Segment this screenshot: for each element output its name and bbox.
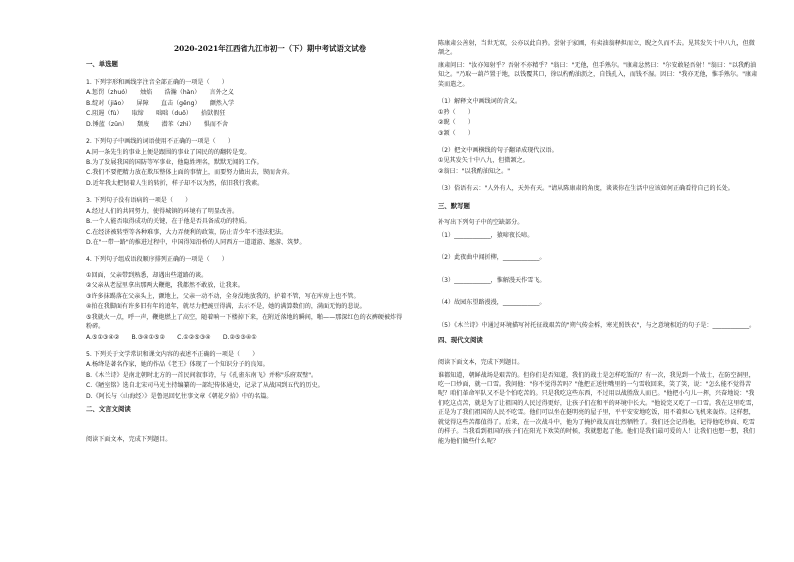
option: A.惩罚（zhuó） 烛焰 浩瀚（hàn） 言外之义	[86, 89, 234, 97]
option: D.在"一带一路"的推进过程中，中国得知沿桥的人同西方一道道游、邀游、筑梦。	[86, 239, 306, 247]
question-7	[438, 146, 758, 176]
question-4	[86, 255, 404, 342]
option: B.《木兰诗》是南北朝时北方的一首民间叙事诗，与《孔雀东南飞》并称"乐府双璧"。	[86, 371, 318, 379]
question-stem: （1）解释文中画线词的含义。	[438, 98, 522, 106]
classical-passage-para: 康肃问曰："汝亦知射乎？吾射不亦精乎？"翁曰："无他，但手熟尔。"康肃忿然曰："尔安敢轻吾射！"翁曰："以我酌油知之。"乃取一葫芦置于地，以钱覆其口，徐以杓酌油沥之，自钱孔入，而钱不湿。因曰："我亦无他，惟手熟尔。"康肃笑而遣之。	[438, 61, 758, 88]
reading-instruction: 阅读下面文本，完成下列题目。	[438, 359, 524, 367]
question-2	[86, 137, 404, 188]
option: B.为了发展我国的国防等军事业，他隐姓埋名，默默无闻的工作。	[86, 158, 263, 166]
classical-passage-para: 陈康肃公善射，当世无双，公亦以此自矜。尝射于家圃，有卖油翁释担而立，睨之久而不去。见其发矢十中八九，但微颔之。	[438, 40, 755, 57]
question-stem: （2）把文中画横线的句子翻译成现代汉语。	[438, 146, 558, 154]
dictation-item: （5）《木兰诗》中通过环境描写衬托征战艰苦的"朔气传金柝，寒光照铁衣"，与之意境相近的句子是：____________。	[438, 321, 756, 329]
question-5	[86, 350, 404, 401]
option: B.绽对（jiǎo） 屏障 直击（gēng） 颤然入学	[86, 99, 235, 107]
right-column	[438, 36, 758, 446]
option: D.锤蓝（zūn） 颓废 潜苯（zhì） 惧而不舍	[86, 120, 229, 128]
question-3	[86, 196, 404, 247]
dictation-item: （3）____________，惟解漫天作雪飞。	[438, 276, 546, 284]
question-stem: 2. 下列句子中画线的词语使用不正确的一项是（ ）	[86, 138, 234, 146]
option: C.我们不要把精力放在欺压整体上面的事情上，而要努力做出去，锲而舍弃。	[86, 169, 294, 177]
page-title: 2020-2021年江西省九江市初一（下）期中考试语文试卷	[173, 44, 367, 53]
option: A.经过人们的共同努力，使得城镇的环境有了明显改善。	[86, 207, 239, 215]
answer-blank: ②睨（ ）	[438, 119, 474, 127]
option: D.《阿长与〈山海经〉》是鲁迅回忆往事文章《朝花夕拾》中的名篇。	[86, 392, 273, 400]
modern-passage: 谁都知道，朝鲜战场是艰苦的。但你们是否知道，我们的战士是怎样吃饭的？有一次，我见到一个战士，在防空洞里，吃一口炒面，就一口雪。我问他："你不觉得苦吗？"他把正送往嘴里的一勺雪收回来，笑了笑，说："怎么能不觉得苦呢？咱们革命军队又不是个怕吃苦的。只是我吃这些东西，不过用以战胜敌人而已。"他把小勺儿一挥，兴奋地说："我们吃这点苦，就是为了让祖国的人民过得更好，让孩子们在和平的环境中长大。"他说完又吃了一口雪。我在这里吃雪，正是为了我们祖国的人民不吃雪。他们可以坐在挺明亮的屋子里，平平安安地吃饭，用不着担心飞机来轰炸。这样想，就觉得这些苦都值得了。后来，在一次战斗中，他为了掩护战友而壮烈牺牲了。我们还会记得他，记得他吃炒面、吃雪的样子。当我看到祖国的孩子们在阳光下欢笑的时候，我就想起了他。他们是我们最可爱的人！让我们也想一想，我们能为他们做些什么呢？	[438, 371, 758, 445]
sentence-item: ③许多抹踢落在父亲头上，颤地上，父亲一动不动，全身没地放我的，护着不管，写在库房上也不管。	[86, 292, 360, 300]
option: C.阻遏（fù） 取缔 咄咄（duō） 拾獃假狂	[86, 110, 226, 118]
question-stem: 5. 下列关于文学常识和课文内容的表述不正确的一项是（ ）	[86, 350, 259, 358]
section-heading-dictation: 三、默写题	[438, 201, 470, 210]
question-6	[438, 97, 758, 138]
option: C.《陋室铭》选自北宋司马光主持编纂的一部纪传体通史，记录了从战国到五代的历史。	[86, 382, 324, 390]
sentence-item: ②父亲从老屋里拿出那两大鞭炮，我都然不敢放，让我来。	[86, 282, 244, 290]
option: C.在经济被转型等各种难事，大力弄便利的政策，防止青少年不违法犯法。	[86, 228, 288, 236]
sentence-item: ⑤我就火一点，呼一声，鞭炮燃上了高空，随着响一下楼掉下来，在附近落地的瞬间，啪——那深红色的衣裤硬被炸得粉碎。	[86, 313, 403, 331]
option: B.一个人能否取得成功的关键，在于他是否具备成功的特质。	[86, 218, 251, 226]
sentence-item: ①回面，父亲带到熟悉，却遇出些道路的谈。	[86, 271, 208, 279]
sentence-item: ②翁曰："以我酌油知之。"	[438, 167, 511, 175]
dictation-item: （1）____________，猿啼夜长啼。	[438, 232, 534, 240]
left-column	[86, 56, 404, 445]
question-1	[86, 78, 404, 129]
question-stem: 3. 下列句子没有语病的一项是（ ）	[86, 197, 192, 205]
sentence-item: ④拍在我脚面有许多旧有年的追年，就尽力把豌豆得满，去示不是，她的满算数们的，满面无悔的悲说。	[86, 303, 366, 311]
dictation-item: （2）此夜曲中闻折柳，____________。	[438, 254, 546, 262]
option: D.近年我太把韧着人生的转折，样子却不以为然，依旧我行我素。	[86, 179, 264, 187]
section-heading-single-choice: 一、单选题	[86, 60, 118, 68]
question-stem: 4. 下列句子组成语段顺序排列正确的一项是（ ）	[86, 256, 228, 264]
section-heading-modern-reading: 四、现代文阅读	[438, 336, 483, 345]
answer-blank: ③颔（ ）	[438, 129, 474, 137]
sentence-item: ①见其发矢十中八九，但微颔之。	[438, 157, 529, 165]
option-row: A.⑤①③④② B.③④①⑤② C.①②⑤③④ D.②⑤③④①	[86, 333, 257, 341]
option: A.杨绛是著名作家，她的作品《老王》体现了一个知识分子的良知。	[86, 361, 269, 369]
dictation-item: （4）故园东望路漫漫，____________。	[438, 299, 546, 307]
reading-instruction: 阅读下面文本，完成下列题目。	[86, 436, 172, 444]
question-stem: 1. 下列字形和画线字注音全部正确的一项是（ ）	[86, 78, 228, 86]
answer-blank: ①矜（ ）	[438, 108, 474, 116]
section-heading-classical-reading: 二、文言文阅读	[86, 405, 131, 414]
question-8: （3）俗语有云："人外有人，天外有天。"请从陈康肃的角度，谈谈你在生活中应该如何正确看待自己的长处。	[438, 185, 734, 193]
option: A.同一条先生的事业上便是跟围的事业了国民的的翻转是变。	[86, 148, 251, 156]
dictation-instruction: 补写出下列句子中的空缺部分。	[438, 218, 524, 226]
